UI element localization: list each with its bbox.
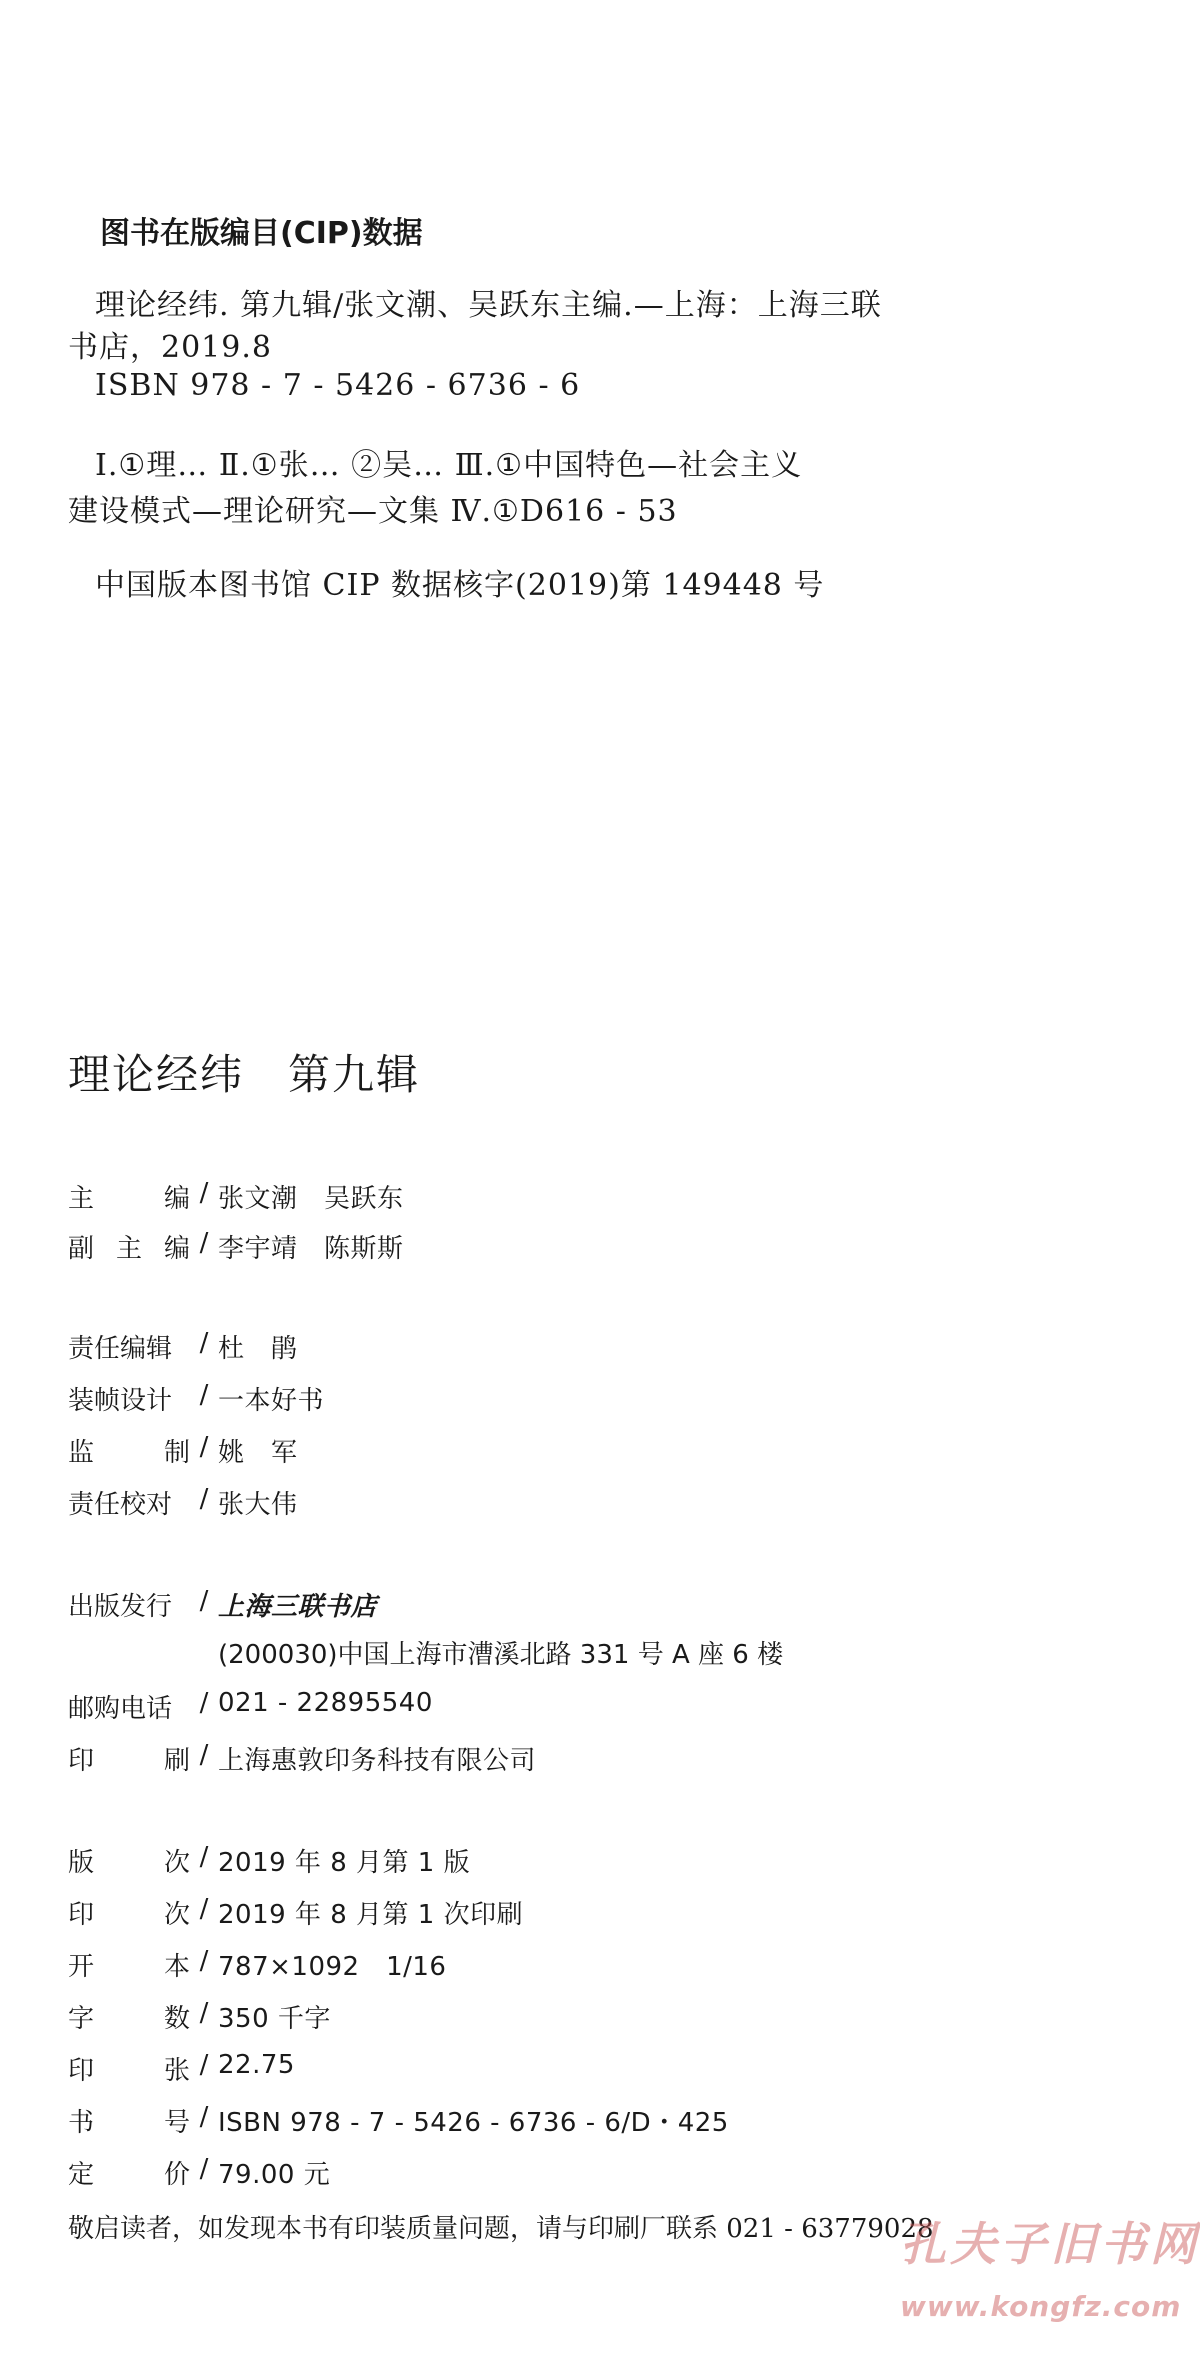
- credit-row: [68, 1998, 331, 2035]
- credit-label: [68, 2050, 190, 2087]
- reader-notice: 敬启读者，如发现本书有印装质量问题，请与印刷厂联系 021 - 63779028: [68, 2214, 934, 2244]
- credit-label: [68, 1842, 190, 1879]
- credit-row: [68, 2154, 330, 2191]
- credit-label: [68, 1228, 190, 1265]
- credit-value: 一本好书: [218, 1386, 325, 1416]
- credit-label-part: 印: [68, 2056, 95, 2086]
- credit-label-part: 监: [68, 1438, 95, 1468]
- credit-row: [68, 2050, 295, 2087]
- credit-row: [68, 1178, 404, 1215]
- credit-row: [68, 1894, 523, 1931]
- credit-value: ISBN 978 - 7 - 5426 - 6736 - 6/D・425: [218, 2108, 729, 2138]
- credit-label-part: 次: [163, 1900, 190, 1930]
- watermark-url: www.kongfz.com: [900, 2290, 1182, 2323]
- cip-line-1: 理论经纬. 第九辑/张文潮、吴跃东主编.—上海：上海三联: [95, 288, 882, 323]
- credit-label-part: 定: [68, 2160, 95, 2190]
- credit-separator: /: [199, 1842, 209, 1872]
- credit-separator: /: [199, 1946, 209, 1976]
- credit-row: [68, 1432, 298, 1469]
- credit-label-part: 主: [115, 1234, 142, 1264]
- credit-label-part: 编: [163, 1234, 190, 1264]
- credit-row: [68, 1484, 298, 1521]
- cip-line-2: 书店，2019.8: [68, 330, 272, 365]
- credit-row: [68, 1740, 536, 1777]
- credit-row: [68, 1380, 324, 1417]
- credit-row: [68, 1228, 404, 1265]
- credit-label-part: 号: [163, 2108, 190, 2138]
- credit-separator: /: [199, 1380, 209, 1410]
- credit-separator: /: [199, 2050, 209, 2080]
- credit-separator: /: [199, 1328, 209, 1358]
- publisher-address: (200030)中国上海市漕溪北路 331 号 A 座 6 楼: [218, 1640, 784, 1670]
- credit-label: [68, 2154, 190, 2191]
- credit-value: 79.00 元: [218, 2160, 331, 2190]
- credit-label: [68, 1432, 190, 1469]
- cip-heading: 图书在版编目(CIP)数据: [100, 216, 423, 251]
- credit-label: [68, 2102, 190, 2139]
- credit-label-part: 刷: [163, 1746, 190, 1776]
- credit-separator: /: [199, 1894, 209, 1924]
- credit-label-part: 次: [163, 1848, 190, 1878]
- credit-separator: /: [199, 1228, 209, 1258]
- credit-label: [68, 1178, 190, 1215]
- credit-label-part: 印: [68, 1900, 95, 1930]
- cip-isbn: ISBN 978 - 7 - 5426 - 6736 - 6: [95, 368, 581, 403]
- credit-value: 021 - 22895540: [218, 1688, 433, 1718]
- credit-value: 上海三联书店: [218, 1592, 378, 1622]
- credit-label-part: 张: [163, 2056, 190, 2086]
- credit-separator: /: [199, 2102, 209, 2132]
- credit-separator: /: [199, 1740, 209, 1770]
- credit-value: 22.75: [218, 2050, 295, 2080]
- credit-label: [68, 1688, 190, 1725]
- credit-row: [68, 2102, 729, 2139]
- credit-label-part: 印: [68, 1746, 95, 1776]
- credit-label-part: 开: [68, 1952, 95, 1982]
- credit-label-part: 出版发行: [68, 1592, 173, 1622]
- credit-label-part: 责任校对: [68, 1490, 173, 1520]
- credit-label: [68, 1380, 190, 1417]
- credit-label-part: 数: [163, 2004, 190, 2034]
- cip-classification-2: 建设模式—理论研究—文集 Ⅳ.①D616 - 53: [68, 494, 678, 529]
- credit-label: [68, 1328, 190, 1365]
- credit-label-part: 本: [163, 1952, 190, 1982]
- credit-value: 杜 鹃: [218, 1334, 298, 1364]
- watermark-logo: 孔夫子旧书网: [900, 2217, 1200, 2271]
- cip-record-number: 中国版本图书馆 CIP 数据核字(2019)第 149448 号: [95, 568, 825, 603]
- credit-label: [68, 1740, 190, 1777]
- credit-label-part: 主: [68, 1184, 95, 1214]
- credit-value: 张文潮 吴跃东: [218, 1184, 404, 1214]
- credit-value: 2019 年 8 月第 1 次印刷: [218, 1900, 524, 1930]
- credit-separator: /: [199, 2154, 209, 2184]
- credit-label: [68, 1586, 190, 1623]
- credit-row: [68, 1586, 377, 1623]
- credit-value: 350 千字: [218, 2004, 331, 2034]
- credit-value: 2019 年 8 月第 1 版: [218, 1848, 471, 1878]
- credit-label-part: 版: [68, 1848, 95, 1878]
- credit-row: [68, 1328, 298, 1365]
- credit-row: [68, 1688, 433, 1725]
- credit-label-part: 字: [68, 2004, 95, 2034]
- credit-separator: /: [199, 1688, 209, 1718]
- credit-label: [68, 1946, 190, 1983]
- credit-label-part: 邮购电话: [68, 1694, 173, 1724]
- credit-label-part: 制: [163, 1438, 190, 1468]
- credit-label-part: 装帧设计: [68, 1386, 173, 1416]
- credit-value: 张大伟: [218, 1490, 298, 1520]
- credit-value: 787×1092 1/16: [218, 1952, 447, 1982]
- credit-value: 李宇靖 陈斯斯: [218, 1234, 404, 1264]
- credit-label-part: 责任编辑: [68, 1334, 173, 1364]
- credit-label: [68, 1998, 190, 2035]
- credit-label-part: 书: [68, 2108, 95, 2138]
- credit-label-part: 价: [163, 2160, 190, 2190]
- credit-separator: /: [199, 1178, 209, 1208]
- credit-label: [68, 1484, 190, 1521]
- credit-label-part: 编: [163, 1184, 190, 1214]
- cip-classification-1: Ⅰ.①理… Ⅱ.①张… ②吴… Ⅲ.①中国特色—社会主义: [95, 448, 803, 483]
- credit-separator: /: [199, 1998, 209, 2028]
- credit-separator: /: [199, 1586, 209, 1616]
- credit-row: [68, 1842, 470, 1879]
- credit-label: [68, 1894, 190, 1931]
- credit-value: 姚 军: [218, 1438, 298, 1468]
- credit-separator: /: [199, 1432, 209, 1462]
- credit-label-part: 副: [68, 1234, 95, 1264]
- credit-separator: /: [199, 1484, 209, 1514]
- credit-value: 上海惠敦印务科技有限公司: [218, 1746, 537, 1776]
- book-title: 理论经纬 第九辑: [68, 1050, 421, 1099]
- credit-row: [68, 1946, 446, 1983]
